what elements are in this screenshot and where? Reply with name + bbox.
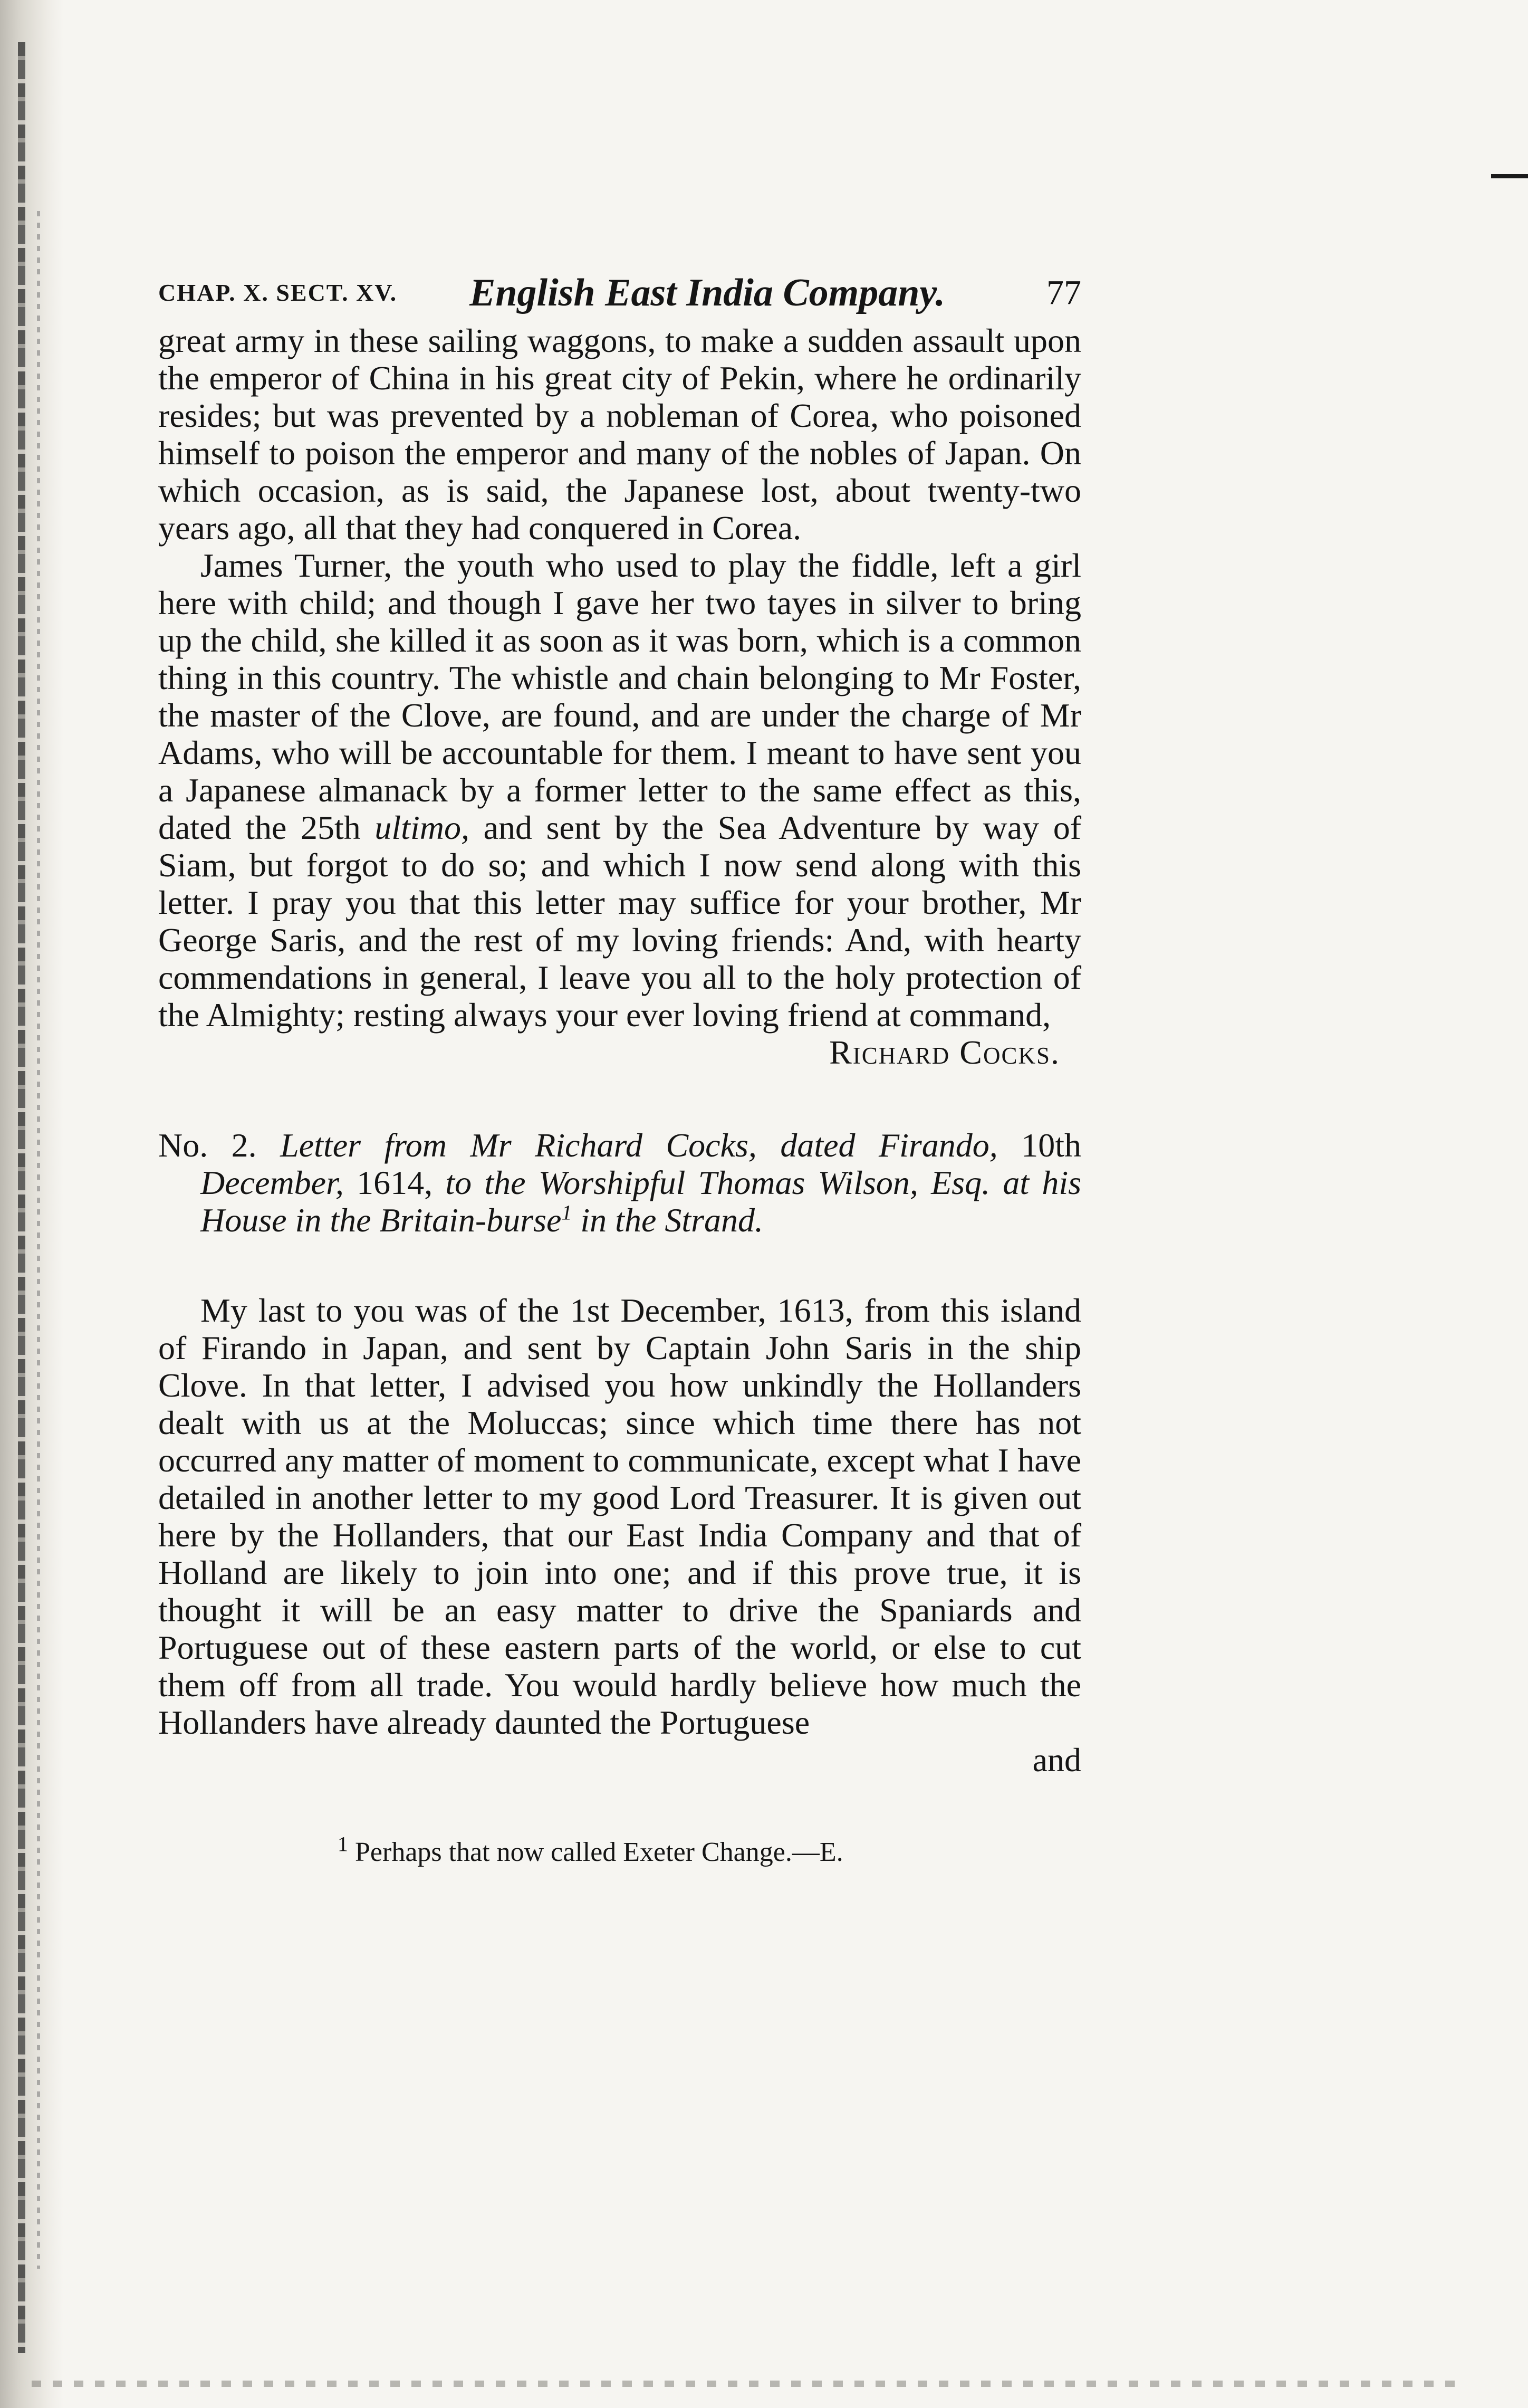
- heading-date: [1021, 1126, 1081, 1164]
- paragraph-2-text-b: and sent by the Sea Adventure by way of Siam, but forgot to do so; and which I now send along with this letter. I pray you that this letter may suffice for your brother, Mr George Saris, and the rest of my loving friends: And, with hearty commendations in general, I leave you all to the holy protection of the Almighty; resting always your ever loving friend at command,: [158, 809, 1082, 1034]
- paragraph-2-italic-ultimo: ultimo,: [374, 809, 469, 846]
- running-head-chapter: CHAP. X. SECT. XV.: [158, 279, 398, 306]
- catchword: and: [1032, 1741, 1081, 1779]
- running-head-title: English East India Company.: [469, 271, 945, 314]
- heading-text-4: in the Strand.: [580, 1201, 764, 1239]
- footnote-mark: 1: [338, 1832, 348, 1856]
- paragraph-continued: great army in these sailing waggons, to make a sudden assault upon the emperor of China in his great city of Pekin, where he ordinarily resides; but was prevented by a nobleman of Corea, who poisoned himself to poison the emperor and many of the nobles of Japan. On which occasion, as is said, the Japanese lost, about twenty-two years ago, all that they had conquered in Corea.: [158, 322, 1081, 547]
- heading-day: 10th: [1021, 1126, 1082, 1164]
- running-head: [158, 264, 1081, 322]
- signature-richard-cocks: Richard Cocks.: [829, 1034, 1060, 1071]
- book-page: [158, 264, 1081, 1868]
- binding-stitching: [18, 42, 25, 2353]
- footnote: [158, 1832, 1081, 1868]
- heading-text-3: to the Worshipful Thomas Wilson, Esq. at his House in the Britain-burse: [200, 1164, 1082, 1239]
- footnote-text: Perhaps that now called Exeter Change.—E.: [355, 1837, 843, 1867]
- heading-spacer: [158, 1239, 1081, 1292]
- heading-footnote-mark: 1: [561, 1200, 572, 1225]
- edge-mark: [1491, 174, 1528, 178]
- paragraph-letter-body: My last to you was of the 1st December, 1613, from this island of Firando in Japan, and sent by Captain John Saris in the ship Clove. In that letter, I advised you how unkindly the Hollanders dealt with us at the Moluccas; since which time there has not occurred any matter of moment to communicate, except what I have detailed in another letter to my good Lord Treasurer. It is given out here by the Hollanders, that our East India Company and that of Holland are likely to join into one; and if this prove true, it is thought it will be an easy matter to drive the Spaniards and Portuguese out of these eastern parts of the world, or else to cut them off from all trade. You would hardly believe how much the Hollanders have already daunted the Portuguese: [158, 1292, 1081, 1741]
- heading-text-1: Letter from Mr Richard Cocks, dated Firando,: [280, 1126, 998, 1164]
- letter-heading: [158, 1126, 1081, 1239]
- letter-number: No. 2.: [158, 1126, 257, 1164]
- binding-stitching-secondary: [37, 211, 40, 2269]
- heading-text-2: December,: [200, 1164, 344, 1201]
- heading-year: 1614,: [357, 1164, 433, 1201]
- page-body: [158, 322, 1081, 1779]
- bottom-edge-noise: [32, 2381, 1456, 2387]
- paragraph-2-text-a: James Turner, the youth who used to play the fiddle, left a girl here with child; and though I gave her two tayes in silver to bring up the child, she killed it as soon as it was born, which is a common thing in this country. The whistle and chain belonging to Mr Foster, the master of the Clove, are found, and are under the charge of Mr Adams, who will be accountable for them. I meant to have sent you a Japanese almanack by a former letter to the same effect as this, dated the 25th: [158, 547, 1081, 846]
- paragraph-james-turner: [158, 547, 1081, 1034]
- binding-gutter-shadow: [0, 0, 63, 2408]
- page-number: 77: [1046, 273, 1081, 312]
